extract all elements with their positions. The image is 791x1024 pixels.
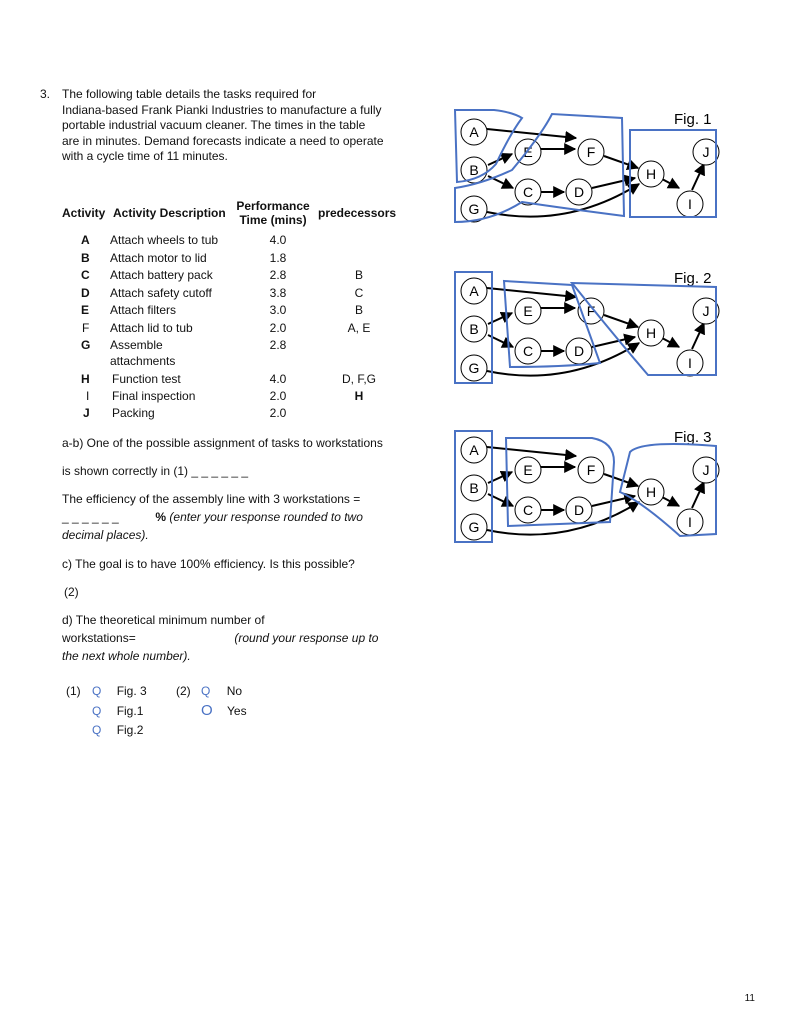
cell-description: Attach motor to lid bbox=[110, 251, 207, 265]
option-fig1[interactable] bbox=[92, 704, 143, 718]
node-label: D bbox=[573, 502, 585, 518]
cell-time: 2.8 bbox=[269, 268, 287, 282]
node-label: H bbox=[645, 325, 657, 341]
intro-line: portable industrial vacuum cleaner. The times in the table bbox=[62, 118, 366, 132]
option-group1-label: (1) bbox=[66, 684, 81, 698]
cell-description-cont: attachments bbox=[110, 354, 176, 368]
node-label: G bbox=[468, 360, 480, 376]
part-c-answer-label: (2) bbox=[64, 585, 79, 599]
cell-activity: A bbox=[81, 233, 90, 247]
cell-description: Attach battery pack bbox=[110, 268, 213, 282]
node-label: A bbox=[469, 283, 479, 299]
network-graph bbox=[461, 437, 719, 540]
part-d-line1: d) The theoretical minimum number of bbox=[62, 613, 265, 627]
node-label: D bbox=[573, 184, 585, 200]
network-graph bbox=[461, 119, 719, 222]
workstations-label: workstations= bbox=[62, 631, 136, 645]
node-label: E bbox=[523, 144, 533, 160]
round-note: (round your response up to bbox=[234, 631, 379, 645]
intro-line: are in minutes. Demand forecasts indicate a need to operate bbox=[62, 133, 384, 148]
cell-description: Attach lid to tub bbox=[110, 321, 193, 335]
cell-time: 4.0 bbox=[269, 372, 287, 386]
efficiency-note-cont: decimal places). bbox=[62, 528, 149, 542]
header-predecessors: predecessors bbox=[318, 206, 397, 220]
cell-description: Attach filters bbox=[110, 303, 177, 317]
figure-1 bbox=[455, 110, 719, 222]
cell-activity: H bbox=[81, 372, 90, 386]
percent-sign: % bbox=[155, 510, 167, 524]
cell-time: 2.0 bbox=[269, 321, 287, 335]
efficiency-blank[interactable]: _ _ _ _ _ _ bbox=[62, 510, 119, 524]
question-number: 3. bbox=[40, 87, 51, 101]
option-label: Fig. 3 bbox=[116, 684, 147, 698]
cell-time: 3.0 bbox=[269, 303, 287, 317]
node-label: E bbox=[523, 303, 533, 319]
round-note-cont: the next whole number). bbox=[62, 649, 191, 663]
intro-line: with a cycle time of 11 minutes. bbox=[62, 149, 228, 163]
option-yes[interactable] bbox=[201, 702, 247, 719]
option-radio-icon[interactable]: Q bbox=[201, 684, 211, 698]
cell-time: 1.8 bbox=[269, 251, 287, 265]
cell-predecessors: B bbox=[354, 303, 363, 317]
option-no[interactable] bbox=[201, 684, 242, 698]
option-label: Fig.1 bbox=[116, 704, 144, 718]
option-radio-icon[interactable]: Q bbox=[92, 684, 102, 698]
cell-time: 3.8 bbox=[269, 286, 287, 300]
part-ab-line2: is shown correctly in (1) _ _ _ _ _ _ bbox=[62, 464, 249, 478]
cell-description: Attach safety cutoff bbox=[110, 286, 212, 300]
cell-time: 2.0 bbox=[269, 406, 287, 420]
option-radio-icon[interactable]: Q bbox=[92, 704, 102, 718]
network-graph bbox=[461, 278, 719, 381]
node-label: B bbox=[469, 321, 479, 337]
node-label: D bbox=[573, 343, 585, 359]
node-label: I bbox=[688, 514, 692, 530]
option-fig2[interactable] bbox=[92, 723, 143, 737]
node-label: F bbox=[586, 462, 596, 478]
intro-line: Indiana-based Frank Pianki Industries to manufacture a fully bbox=[62, 102, 382, 117]
node-label: F bbox=[586, 144, 596, 160]
header-performance bbox=[232, 199, 314, 227]
option-radio-icon[interactable]: Q bbox=[92, 723, 102, 737]
node-label: J bbox=[702, 303, 710, 319]
cell-time: 4.0 bbox=[269, 233, 287, 247]
figure-3 bbox=[455, 429, 719, 542]
node-label: G bbox=[468, 519, 480, 535]
figure-title: Fig. 2 bbox=[674, 270, 712, 287]
efficiency-line: The efficiency of the assembly line with 3 workstations = bbox=[62, 492, 361, 506]
part-ab-line1: a-b) One of the possible assignment of tasks to workstations bbox=[62, 436, 383, 450]
node-label: C bbox=[522, 343, 534, 359]
cell-activity: J bbox=[83, 406, 90, 420]
option-label: Fig.2 bbox=[116, 723, 144, 737]
node-label: A bbox=[469, 124, 479, 140]
cell-description: Assemble bbox=[110, 338, 163, 352]
precedence-figures bbox=[452, 100, 722, 555]
option-group2-label: (2) bbox=[176, 684, 191, 698]
cell-activity: F bbox=[82, 321, 90, 335]
cell-time: 2.0 bbox=[269, 389, 287, 403]
node-label: B bbox=[469, 162, 479, 178]
cell-predecessors: B bbox=[354, 268, 363, 282]
cell-activity: B bbox=[81, 251, 90, 265]
figure-title: Fig. 3 bbox=[674, 429, 712, 446]
intro-line: The following table details the tasks required for bbox=[62, 87, 317, 101]
efficiency-answer-row bbox=[62, 510, 363, 524]
cell-description: Packing bbox=[112, 406, 155, 420]
cell-activity: C bbox=[81, 268, 90, 282]
option-label: No bbox=[226, 684, 243, 698]
header-activity: Activity bbox=[62, 206, 106, 220]
node-label: E bbox=[523, 462, 533, 478]
cell-activity: G bbox=[81, 338, 91, 352]
cell-activity: D bbox=[81, 286, 90, 300]
question-intro bbox=[62, 87, 412, 165]
option-label: Yes bbox=[227, 704, 247, 718]
cell-predecessors: A, E bbox=[347, 321, 371, 335]
header-performance-line2: Time (mins) bbox=[239, 213, 307, 227]
node-label: G bbox=[468, 201, 480, 217]
page-number: 11 bbox=[744, 993, 755, 1004]
option-radio-icon[interactable]: O bbox=[201, 702, 213, 719]
cell-predecessors: H bbox=[354, 389, 364, 403]
cell-description: Final inspection bbox=[112, 389, 196, 403]
figures-svg bbox=[452, 100, 722, 550]
node-label: C bbox=[522, 502, 534, 518]
header-performance-line1: Performance bbox=[236, 199, 310, 213]
node-label: J bbox=[702, 462, 710, 478]
part-d-line2 bbox=[62, 631, 378, 645]
node-label: J bbox=[702, 144, 710, 160]
cell-predecessors: C bbox=[354, 286, 364, 300]
cell-activity: I bbox=[86, 389, 90, 403]
node-label: H bbox=[645, 484, 657, 500]
efficiency-note: (enter your response rounded to two bbox=[169, 510, 363, 524]
option-fig3[interactable] bbox=[92, 684, 147, 698]
node-label: H bbox=[645, 166, 657, 182]
part-c-line: c) The goal is to have 100% efficiency. Is this possible? bbox=[62, 557, 355, 571]
header-description: Activity Description bbox=[113, 206, 226, 220]
figure-title: Fig. 1 bbox=[674, 111, 712, 128]
figure-2 bbox=[455, 270, 719, 383]
cell-predecessors: D, F,G bbox=[341, 372, 376, 386]
node-label: A bbox=[469, 442, 479, 458]
node-label: F bbox=[586, 303, 596, 319]
cell-time: 2.8 bbox=[269, 338, 287, 352]
node-label: B bbox=[469, 480, 479, 496]
node-label: I bbox=[688, 196, 692, 212]
cell-description: Attach wheels to tub bbox=[110, 233, 219, 247]
node-label: I bbox=[688, 355, 692, 371]
cell-description: Function test bbox=[112, 372, 181, 386]
cell-activity: E bbox=[81, 303, 90, 317]
node-label: C bbox=[522, 184, 534, 200]
